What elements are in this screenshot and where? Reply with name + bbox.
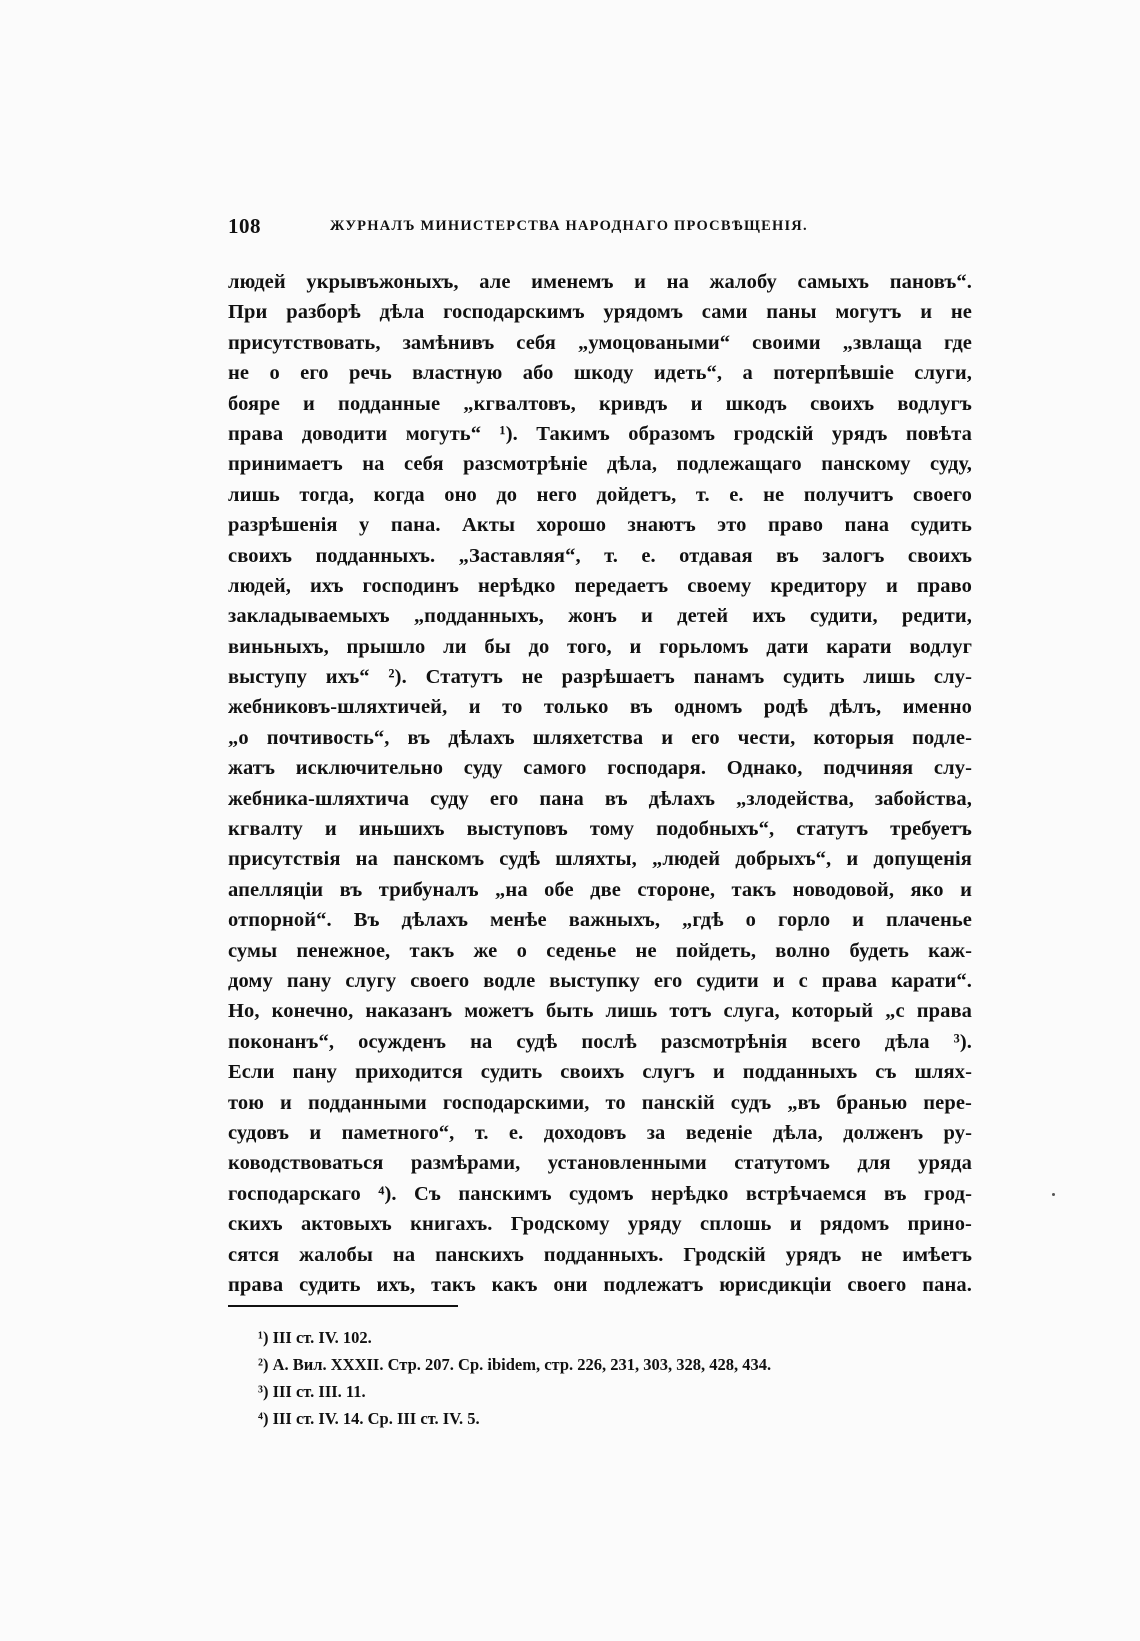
- text-line: права доводити могуть“ ¹). Такимъ образомъ гродскій урядъ повѣта: [228, 422, 972, 445]
- text-line: поконанъ“, осужденъ на судѣ послѣ разсмотрѣнія всего дѣла ³).: [228, 1030, 972, 1053]
- page-number: 108: [228, 214, 261, 238]
- text-line: отпорной“. Въ дѣлахъ менѣе важныхъ, „гдѣ о горло и плаченье: [228, 909, 972, 932]
- footnote-text: А. Вил. XXXII. Стр. 207. Ср. ibidem, стр. 226, 231, 303, 328, 428, 434.: [272, 1355, 772, 1374]
- text-line: сумы пенежное, такъ же о седенье не пойдеть, волно будеть каж-: [228, 939, 972, 962]
- footnote-mark: ²): [258, 1355, 269, 1374]
- text-line: людей укрывъжоныхъ, але именемъ и на жалобу самыхъ пановъ“.: [228, 271, 972, 293]
- footnote-mark: ¹): [258, 1328, 269, 1347]
- footnote: [258, 1351, 958, 1378]
- footnote: [258, 1405, 958, 1432]
- text-line: присутствія на панскомъ судѣ шляхты, „людей добрыхъ“, и допущенія: [228, 848, 972, 871]
- footnote-mark: ³): [258, 1382, 269, 1401]
- text-line: жебниковъ-шляхтичей, и то только въ одномъ родѣ дѣлъ, именно: [228, 696, 972, 719]
- text-line: господарскаго ⁴). Съ панскимъ судомъ нерѣдко встрѣчаемся въ грод-: [228, 1182, 972, 1205]
- text-line: кгвалту и иньшихъ выступовъ тому подобныхъ“, статутъ требуетъ: [228, 818, 972, 841]
- text-line: ководствоваться размѣрами, установленными статутомъ для уряда: [228, 1152, 972, 1175]
- footnote-divider: [228, 1305, 458, 1307]
- text-line: тою и подданными господарскими, то панскій судъ „въ бранью пере-: [228, 1091, 972, 1114]
- text-line: принимаетъ на себя разсмотрѣніе дѣла, подлежащаго панскому суду,: [228, 453, 972, 476]
- text-line: своихъ подданныхъ. „Заставляя“, т. е. отдавая въ залогъ своихъ: [228, 544, 972, 567]
- footnote-text: III ст. IV. 102.: [272, 1328, 372, 1347]
- text-line: закладываемыхъ „подданныхъ, жонъ и детей ихъ судити, редити,: [228, 605, 972, 628]
- footnote: [258, 1378, 958, 1405]
- text-line: права судить ихъ, такъ какъ они подлежатъ юрисдикціи своего пана.: [228, 1273, 972, 1296]
- text-line: дому пану слугу своего водле выступку его судити и с права карати“.: [228, 969, 972, 992]
- text-line: Если пану приходится судить своихъ слугъ и подданныхъ съ шлях-: [228, 1061, 972, 1084]
- text-line: разрѣшенія у пана. Акты хорошо знаютъ это право пана судить: [228, 514, 972, 537]
- text-line: выступу ихъ“ ²). Статутъ не разрѣшаетъ панамъ судить лишь слу-: [228, 666, 972, 689]
- text-line: жебника-шляхтича суду его пана въ дѣлахъ „злодейства, забойства,: [228, 787, 972, 810]
- footnote-text: III ст. III. 11.: [272, 1382, 366, 1401]
- text-line: сятся жалобы на панскихъ подданныхъ. Гродскій урядъ не имѣетъ: [228, 1243, 972, 1266]
- text-line: лишь тогда, когда оно до него дойдетъ, т. е. не получитъ своего: [228, 483, 972, 506]
- running-title: ЖУРНАЛЪ МИНИСТЕРСТВА НАРОДНАГО ПРОСВѢЩЕНІЯ.: [330, 218, 808, 234]
- text-line: не о его речь властную або шкоду идеть“, а потерпѣвшіе слуги,: [228, 362, 972, 385]
- text-line: „о почтивость“, въ дѣлахъ шляхетства и его чести, которыя подле-: [228, 726, 972, 749]
- page-header: [228, 214, 968, 244]
- text-line: людей, ихъ господинъ нерѣдко передаетъ своему кредитору и право: [228, 574, 972, 597]
- footnote-mark: ⁴): [258, 1409, 269, 1428]
- footnote-text: III ст. IV. 14. Ср. III ст. IV. 5.: [272, 1409, 480, 1428]
- text-line: судовъ и паметного“, т. е. доходовъ за веденіе дѣла, долженъ ру-: [228, 1121, 972, 1144]
- text-line: жатъ исключительно суду самого господаря. Однако, подчиняя слу-: [228, 757, 972, 780]
- footnotes: [258, 1324, 958, 1432]
- text-line: Но, конечно, наказанъ можетъ быть лишь тотъ слуга, который „с права: [228, 1000, 972, 1023]
- footnote: [258, 1324, 958, 1351]
- text-line: присутствовать, замѣнивъ себя „умоцоваными“ своими „звлаща где: [228, 331, 972, 354]
- print-speck: [1052, 1193, 1055, 1196]
- text-line: апелляціи въ трибуналъ „на обе две стороне, такъ новодовой, яко и: [228, 878, 972, 901]
- main-text: [228, 267, 972, 1300]
- text-line: виньныхъ, прышло ли бы до того, и горьломъ дати карати водлуг: [228, 635, 972, 658]
- text-line: При разборѣ дѣла господарскимъ урядомъ сами паны могутъ и не: [228, 301, 972, 324]
- text-line: скихъ актовыхъ книгахъ. Гродскому уряду сплошь и рядомъ прино-: [228, 1213, 972, 1236]
- text-line: бояре и подданные „кгвалтовъ, кривдъ и шкодъ своихъ водлугъ: [228, 392, 972, 415]
